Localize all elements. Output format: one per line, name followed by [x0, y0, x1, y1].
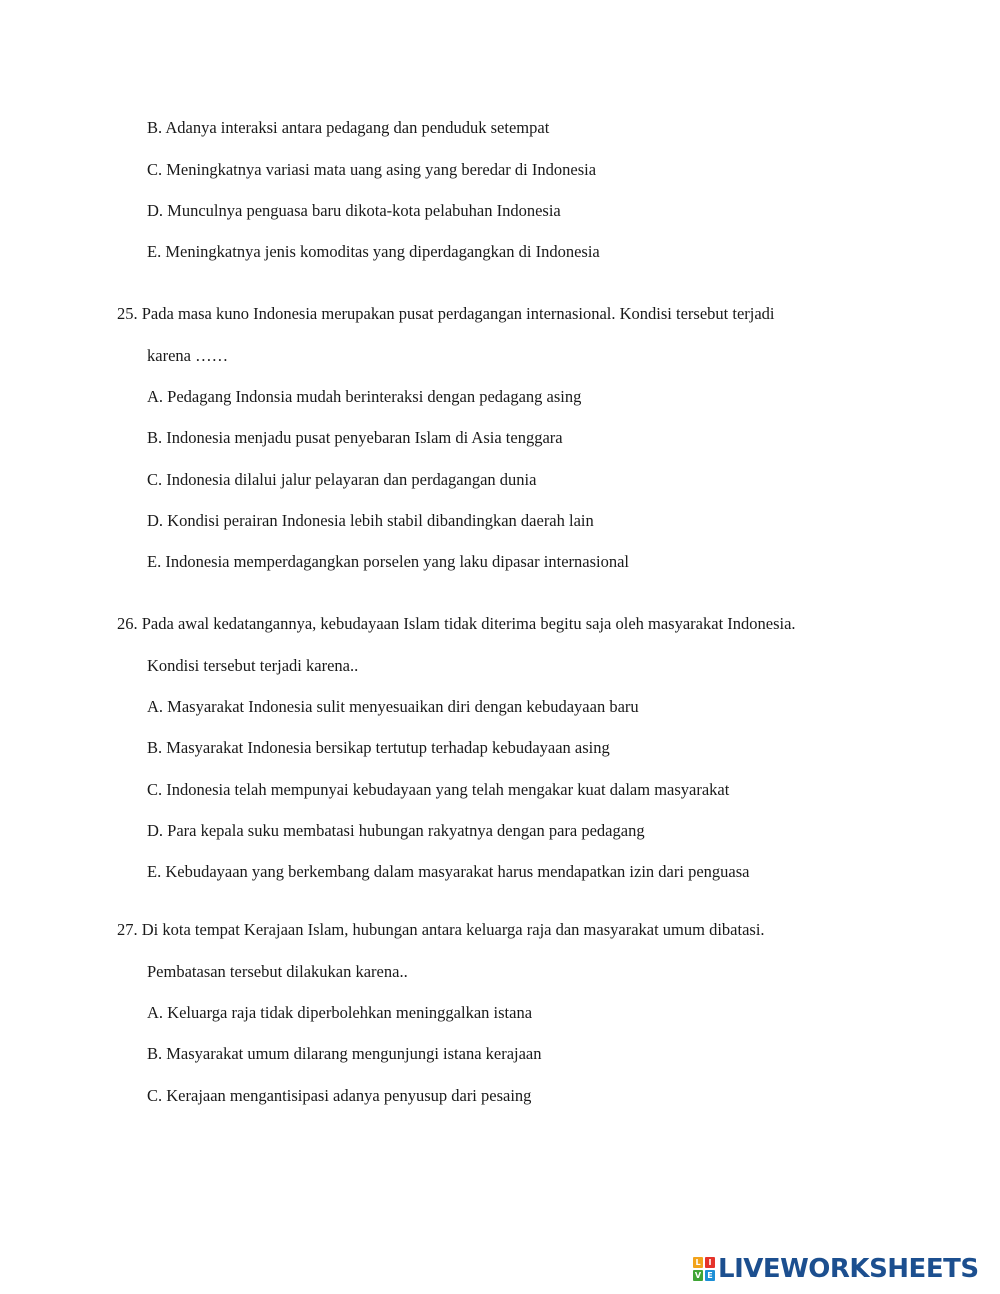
liveworksheets-logo [693, 1254, 979, 1284]
logo-tile-i: I [705, 1257, 715, 1268]
question-25-text: 25. Pada masa kuno Indonesia merupakan pusat perdagangan internasional. Kondisi tersebut terjadi [117, 304, 775, 323]
question-26-text: 26. Pada awal kedatangannya, kebudayaan Islam tidak diterima begitu saja oleh masyarakat Indonesia. [117, 614, 796, 633]
option-c: C. Meningkatnya variasi mata uang asing yang beredar di Indonesia [147, 160, 597, 179]
question-25-option-a: A. Pedagang Indonsia mudah berinteraksi dengan pedagang asing [147, 387, 582, 406]
question-27-option-c: C. Kerajaan mengantisipasi adanya penyusup dari pesaing [147, 1086, 532, 1105]
option-d: D. Munculnya penguasa baru dikota-kota pelabuhan Indonesia [147, 201, 561, 220]
question-25-option-d: D. Kondisi perairan Indonesia lebih stabil dibandingkan daerah lain [147, 511, 594, 530]
question-26-option-b: B. Masyarakat Indonesia bersikap tertutup terhadap kebudayaan asing [147, 738, 610, 757]
option-b: B. Adanya interaksi antara pedagang dan penduduk setempat [147, 118, 550, 137]
question-25-option-b: B. Indonesia menjadu pusat penyebaran Islam di Asia tenggara [147, 428, 563, 447]
option-e: E. Meningkatnya jenis komoditas yang diperdagangkan di Indonesia [147, 242, 600, 261]
question-27-option-a: A. Keluarga raja tidak diperbolehkan meninggalkan istana [147, 1003, 533, 1022]
liveworksheets-logo-icon [693, 1257, 715, 1281]
question-27-option-b: B. Masyarakat umum dilarang mengunjungi istana kerajaan [147, 1044, 542, 1063]
logo-tile-l: L [693, 1257, 703, 1268]
question-26-option-e: E. Kebudayaan yang berkembang dalam masyarakat harus mendapatkan izin dari penguasa [147, 862, 750, 881]
question-25-option-e: E. Indonesia memperdagangkan porselen yang laku dipasar internasional [147, 552, 630, 571]
question-26-option-a: A. Masyarakat Indonesia sulit menyesuaikan diri dengan kebudayaan baru [147, 697, 639, 716]
question-26-text-cont: Kondisi tersebut terjadi karena.. [147, 656, 359, 675]
question-27-text: 27. Di kota tempat Kerajaan Islam, hubungan antara keluarga raja dan masyarakat umum dibatasi. [117, 920, 765, 939]
question-26-option-d: D. Para kepala suku membatasi hubungan rakyatnya dengan para pedagang [147, 821, 645, 840]
logo-tile-e: E [705, 1270, 715, 1281]
question-27-text-cont: Pembatasan tersebut dilakukan karena.. [147, 962, 408, 981]
logo-tile-v: V [694, 1271, 702, 1280]
question-26-option-c: C. Indonesia telah mempunyai kebudayaan yang telah mengakar kuat dalam masyarakat [147, 780, 730, 799]
question-25-text-cont: karena …… [147, 346, 229, 365]
question-25-option-c: C. Indonesia dilalui jalur pelayaran dan perdagangan dunia [147, 470, 537, 489]
liveworksheets-logo-text: LIVEWORKSHEETS [718, 1254, 979, 1284]
